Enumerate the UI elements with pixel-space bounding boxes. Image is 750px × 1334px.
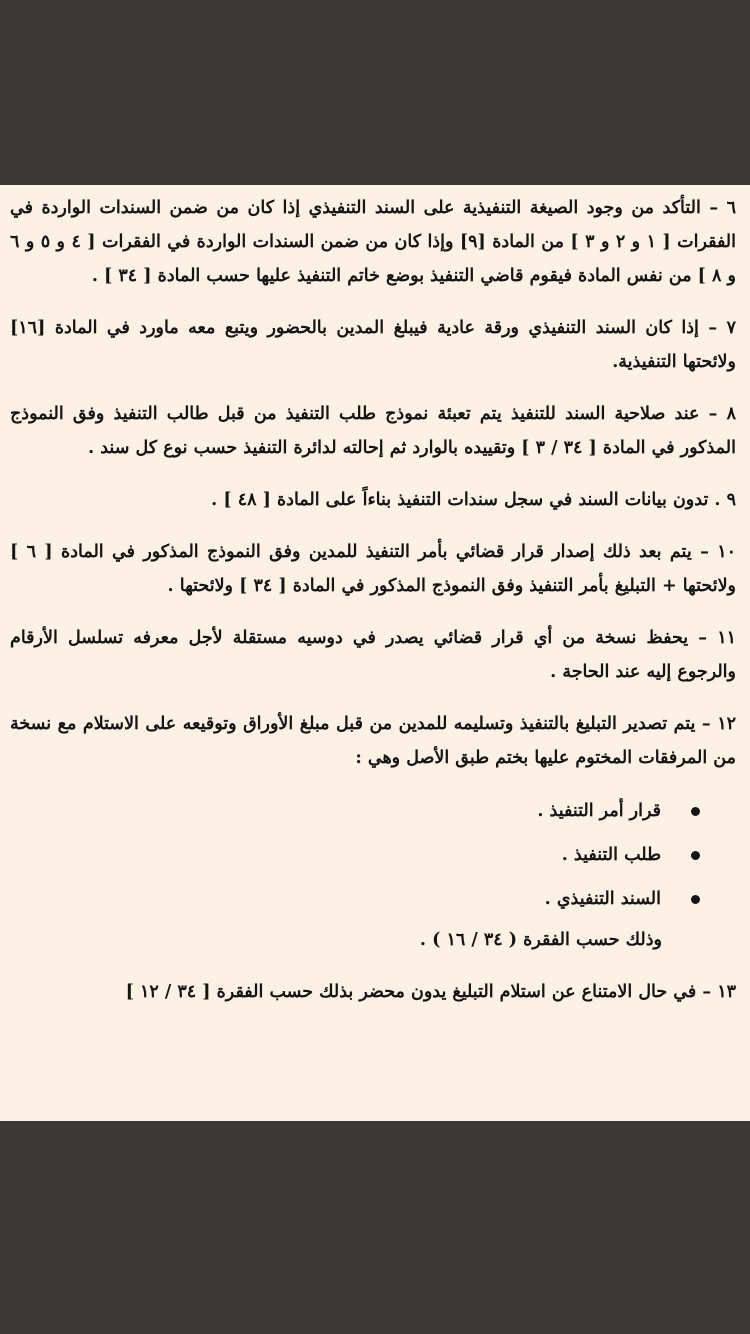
paragraph-7: ٧ – إذا كان السند التنفيذي ورقة عادية فيبلغ المدين بالحضور ويتبع معه ماورد في المادة [١٦] ولائحتها التنفيذية. (10, 318, 736, 372)
document-page (0, 185, 750, 1121)
list-item (10, 789, 700, 833)
reference-line: وذلك حسب الفقرة ( ٣٤ / ١٦ ) . (419, 930, 662, 950)
paragraph-8: ٨ – عند صلاحية السند للتنفيذ يتم تعبئة نموذج طلب التنفيذ من قبل طالب التنفيذ وفق النموذج المذكور في المادة [ ٣٤ / ٣ ] وتقييده بالوارد ثم إحالته لدائرة التنفيذ حسب نوع كل سند . (10, 404, 736, 458)
bullet-icon (691, 807, 700, 816)
list-item-label: قرار أمر التنفيذ . (537, 801, 661, 821)
paragraph-6: ٦ – التأكد من وجود الصيغة التنفيذية على السند التنفيذي إذا كان من ضمن السندات الواردة في الفقرات [ ١ و ٢ و ٣ ] من المادة [٩] وإذا كان من ضمن السندات الواردة في الفقرات [ ٤ و ٥ و ٦ و ٨ ] من نفس المادة فيقوم قاضي التنفيذ بوضع خاتم التنفيذ عليها حسب المادة [ ٣٤ ] . (10, 198, 736, 286)
paragraph-13: ١٣ – في حال الامتناع عن استلام التبليغ يدون محضر بذلك حسب الفقرة [ ٣٤ / ١٢ ] (125, 982, 736, 1002)
paragraph-10: ١٠ – يتم بعد ذلك إصدار قرار قضائي بأمر التنفيذ للمدين وفق النموذج المذكور في المادة [ ٦ ] ولائحتها + التبليغ بأمر التنفيذ وفق النموذج المذكور في المادة [ ٣٤ ] ولائحتها . (10, 542, 736, 596)
paragraph-11: ١١ – يحفظ نسخة من أي قرار قضائي يصدر في دوسيه مستقلة لأجل معرفه تسلسل الأرقام والرجوع إليه عند الحاجة . (10, 628, 736, 682)
bullet-icon (691, 851, 700, 860)
list-item-label: السند التنفيذي . (544, 889, 661, 909)
list-item (10, 833, 700, 877)
paragraph-9: ٩ . تدون بيانات السند في سجل سندات التنفيذ بناءاً على المادة [ ٤٨ ] . (211, 490, 736, 510)
paragraph-12: ١٢ – يتم تصدير التبليغ بالتنفيذ وتسليمه للمدين من قبل مبلغ الأوراق وتوقيعه على الاستلام مع نسخة من المرفقات المختوم عليها بختم طبق الأصل وهي : (10, 714, 736, 768)
list-item (10, 877, 700, 921)
attachments-list (10, 789, 736, 921)
list-item-label: طلب التنفيذ . (561, 845, 661, 865)
bullet-icon (691, 895, 700, 904)
